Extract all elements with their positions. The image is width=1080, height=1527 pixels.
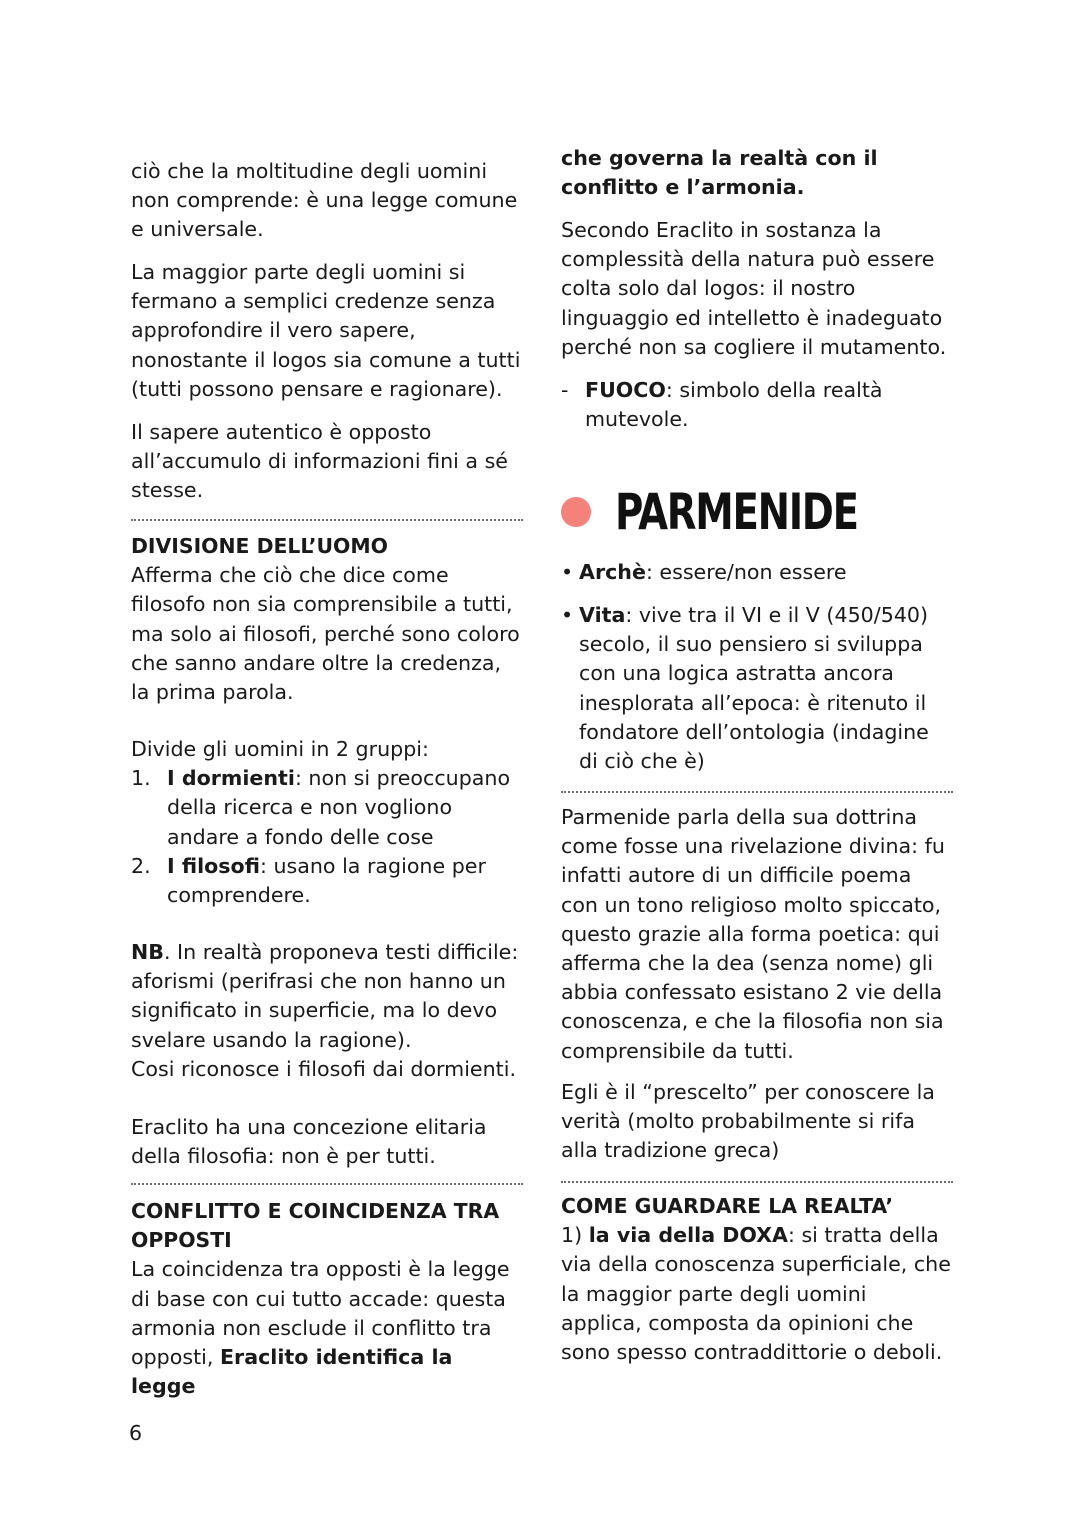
- division-section: [131, 532, 523, 707]
- dotted-divider: [561, 791, 953, 793]
- paragraph: 1) la via della DOXA: si tratta della via della conoscenza superficiale, che la maggior parte degli uomini applica, composta da opinioni che sono spesso contraddittorie o deboli.: [561, 1223, 951, 1365]
- numbered-list: [131, 764, 523, 910]
- reality-section: [561, 1192, 953, 1367]
- page-number: 6: [129, 1421, 143, 1445]
- bullet-list: [561, 601, 953, 776]
- division-groups: [131, 735, 523, 910]
- list-intro: Divide gli uomini in 2 gruppi:: [131, 737, 429, 761]
- paragraph: La coincidenza tra opposti è la legge di base con cui tutto accade: questa armonia non esclude il conflitto tra opposti, Eraclito identifica la legge: [131, 1257, 510, 1399]
- paragraph: Egli è il “prescelto” per conoscere la verità (molto probabilmente si rifa alla tradizione greca): [561, 1080, 935, 1163]
- section-title-text: PARMENIDE: [615, 483, 858, 541]
- list-item: - FUOCO: simbolo della realtà mutevole.: [561, 378, 883, 432]
- paragraph: Afferma che ciò che dice come filosofo non sia comprensibile a tutti, ma solo ai filosofi, perché sono coloro che sanno andare oltre la credenza, la prima parola.: [131, 563, 520, 705]
- list-item: • Archè: essere/non essere: [561, 560, 847, 584]
- list-item: • Vita: vive tra il VI e il V (450/540) secolo, il suo pensiero si sviluppa con una logica astratta ancora inesplorata all’epoca: è ritenuto il fondatore dell’ontologia (indagine di ciò che è): [561, 603, 929, 774]
- fire-item: [561, 376, 953, 434]
- dotted-divider: [561, 1181, 953, 1183]
- section-title: [561, 484, 897, 540]
- paragraph: Il sapere autentico è opposto all’accumulo di informazioni fini a sé stesse.: [131, 420, 508, 503]
- paragraph: Secondo Eraclito in sostanza la complessità della natura può essere colta solo dal logos: il nostro linguaggio ed intelletto è inadeguato perché non sa cogliere il mutamento.: [561, 218, 947, 359]
- paragraph: Parmenide parla della sua dottrina come fosse una rivelazione divina: fu infatti autore di un difficile poema con un tono religioso molto spiccato, questo grazie alla forma poetica: qui afferma che la dea (senza nome) gli abbia confessato esistano 2 vie della conoscenza, e che la filosofia non sia comprensibile da tutti.: [561, 805, 945, 1063]
- list-item: 1. I dormienti: non si preoccupano della ricerca e non vogliono andare a fondo delle cose: [131, 766, 511, 849]
- section-heading: CONFLITTO E COINCIDENZA TRA OPPOSTI: [131, 1199, 500, 1253]
- continued-text: che governa la realtà con il conflitto e l’armonia.: [561, 146, 878, 200]
- nb-note: NB. In realtà proponeva testi difficile: aforismi (perifrasi che non hanno un significato in superficie, ma lo devo svelare usando la ragione). Cosi riconosce i filosofi dai dormienti.: [131, 940, 519, 1081]
- bullet-list: [561, 558, 953, 587]
- dotted-divider: [131, 1183, 523, 1185]
- paragraph: La maggior parte degli uomini si fermano a semplici credenze senza approfondire il vero sapere, nonostante il logos sia comune a tutti (tutti possono pensare e ragionare).: [131, 260, 521, 401]
- bullet-circle-icon: [561, 497, 591, 527]
- section-heading: DIVISIONE DELL’UOMO: [131, 534, 388, 558]
- paragraph: Eraclito ha una concezione elitaria della filosofia: non è per tutti.: [131, 1115, 487, 1169]
- conflict-section: [131, 1197, 523, 1401]
- list-item: 2. I filosofi: usano la ragione per comprendere.: [131, 853, 486, 908]
- paragraph: ciò che la moltitudine degli uomini non comprende: è una legge comune e universale.: [131, 159, 518, 242]
- section-heading: COME GUARDARE LA REALTA’: [561, 1194, 894, 1218]
- dotted-divider: [131, 519, 523, 521]
